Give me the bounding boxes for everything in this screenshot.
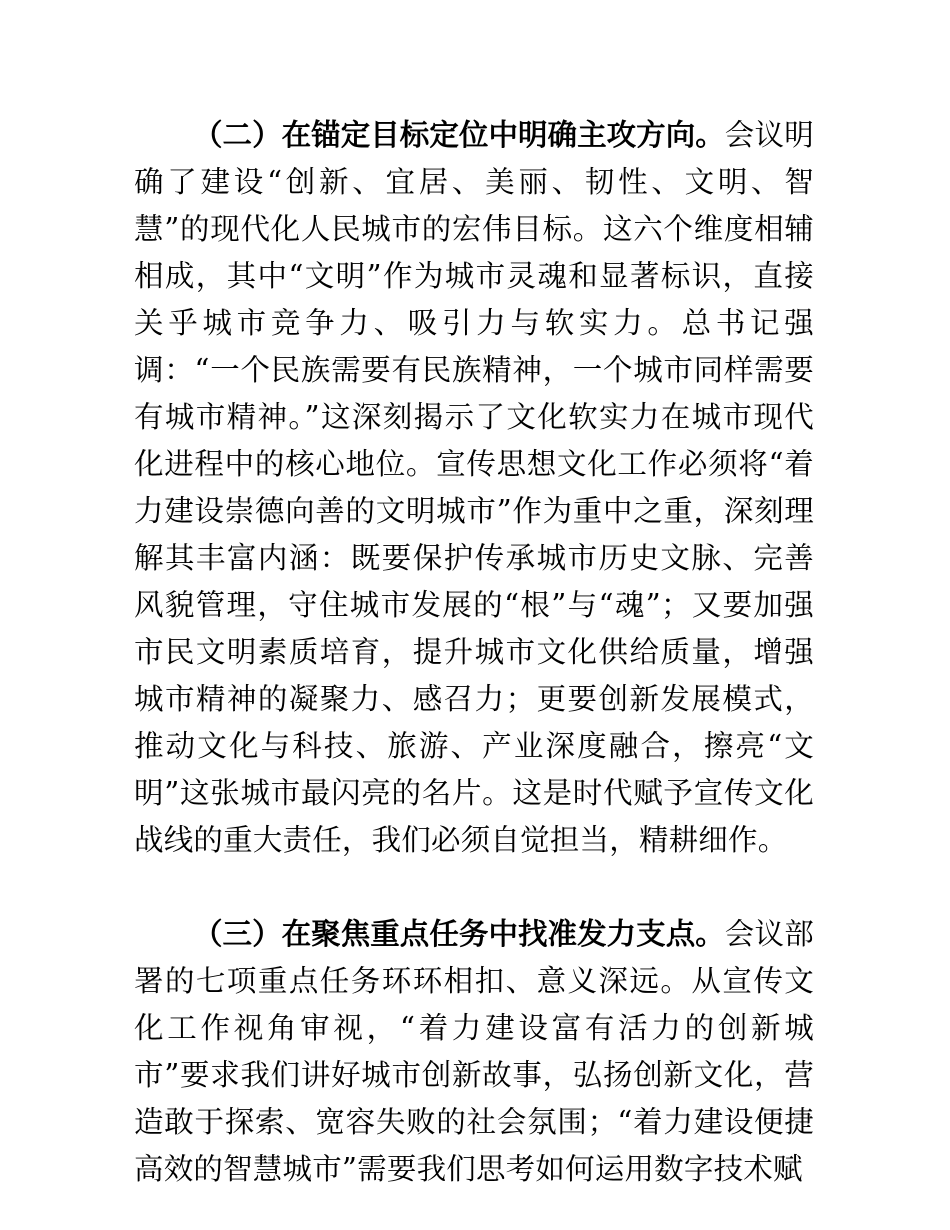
paragraph-lead-heading-3: （三）在聚焦重点任务中找准发力支点。 [193,917,725,951]
paragraph-section-2 [134,112,814,864]
paragraph-body-text-2: 会议明确了建设“创新、宜居、美丽、韧性、文明、智慧”的现代化人民城市的宏伟目标。这六个维度相辅相成，其中“文明”作为城市灵魂和显著标识，直接关乎城市竞争力、吸引力与软实力。总书记强调：“一个民族需要有民族精神，一个城市同样需要有城市精神。”这深刻揭示了文化软实力在城市现代化进程中的核心地位。宣传思想文化工作必须将“着力建设崇德向善的文明城市”作为重中之重，深刻理解其丰富内涵：既要保护传承城市历史文脉、完善风貌管理，守住城市发展的“根”与“魂”；又要加强市民文明素质培育，提升城市文化供给质量，增强城市精神的凝聚力、感召力；更要创新发展模式，推动文化与科技、旅游、产业深度融合，擦亮“文明”这张城市最闪亮的名片。这是时代赋予宣传文化战线的重大责任，我们必须自觉担当，精耕细作。 [134,118,814,857]
paragraph-section-3 [134,911,814,1193]
document-text-body [134,112,814,1193]
paragraph-lead-heading-2: （二）在锚定目标定位中明确主攻方向。 [193,118,725,152]
paragraph-body-text-3: 会议部署的七项重点任务环环相扣、意义深远。从宣传文化工作视角审视，“着力建设富有活力的创新城市”要求我们讲好城市创新故事，弘扬创新文化，营造敢于探索、宽容失败的社会氛围；“着力建设便捷高效的智慧城市”需要我们思考如何运用数字技术赋 [134,917,814,1186]
